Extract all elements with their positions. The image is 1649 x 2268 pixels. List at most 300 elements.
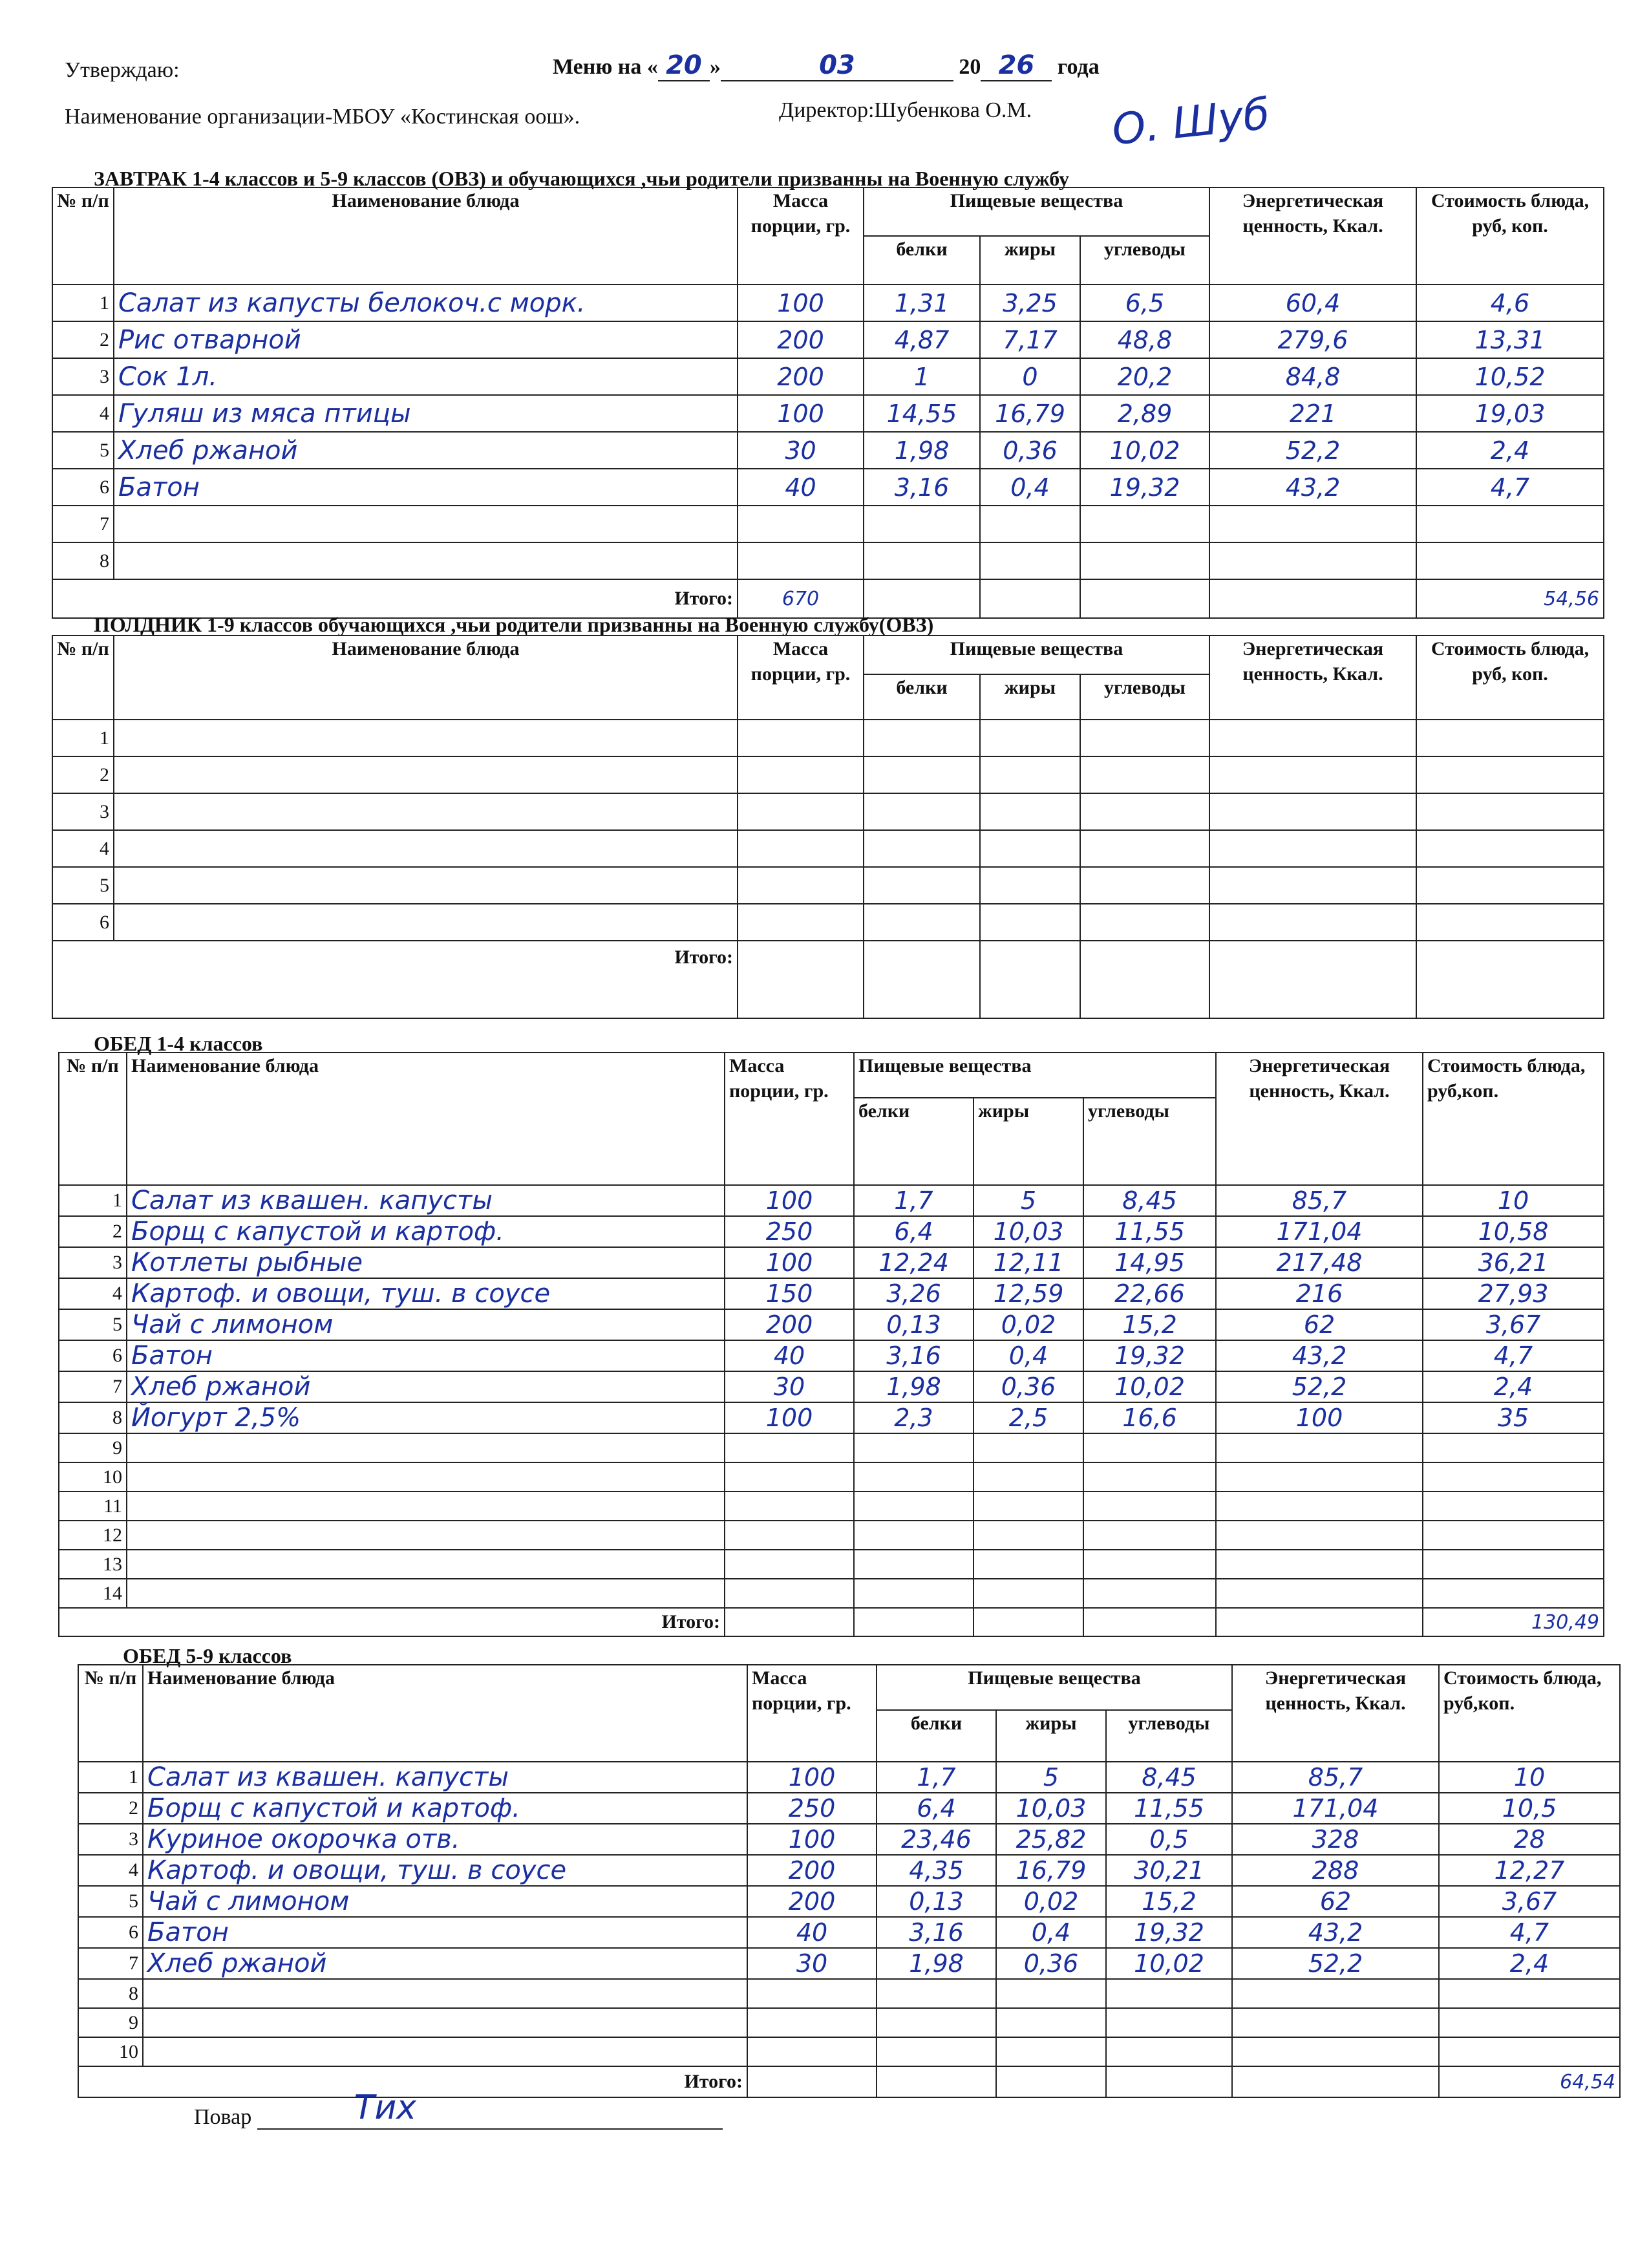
energy (1209, 904, 1416, 941)
protein: 1,98 (877, 1948, 996, 1979)
energy (1209, 506, 1416, 542)
row-no: 10 (78, 2037, 143, 2066)
fat: 0,4 (996, 1917, 1106, 1948)
protein (864, 720, 980, 756)
col-carbs: углеводы (1106, 1710, 1232, 1762)
table-row (78, 2037, 1620, 2066)
carbs (1083, 1550, 1216, 1579)
dish-name: Салат из капусты белокоч.с морк. (114, 284, 738, 321)
energy: 60,4 (1209, 284, 1416, 321)
organization-name: Наименование организации-МБОУ «Костинская оош». (65, 105, 580, 129)
carbs: 19,32 (1080, 469, 1209, 506)
carbs: 6,5 (1080, 284, 1209, 321)
cost: 10,52 (1416, 358, 1604, 395)
fat: 0,02 (973, 1309, 1083, 1340)
mass: 40 (747, 1917, 877, 1948)
row-no: 7 (59, 1371, 127, 1402)
row-no: 9 (78, 2008, 143, 2037)
fat (980, 904, 1080, 941)
menu-label: Меню на « (553, 55, 658, 79)
energy: 100 (1216, 1402, 1423, 1433)
row-no: 2 (78, 1793, 143, 1824)
dish-name: Хлеб ржаной (114, 432, 738, 469)
dish-name (143, 1979, 747, 2008)
mass (738, 506, 864, 542)
col-energy: Энергетическая ценность, Ккал. (1209, 187, 1416, 284)
energy: 52,2 (1232, 1948, 1439, 1979)
total-mass (725, 1608, 854, 1636)
cook-signature: Тих (354, 2088, 417, 2127)
carbs: 0,5 (1106, 1824, 1232, 1855)
menu-month: 03 (721, 50, 953, 81)
protein (864, 793, 980, 830)
mass (738, 720, 864, 756)
carbs: 10,02 (1083, 1371, 1216, 1402)
row-no: 8 (78, 1979, 143, 2008)
dish-name (114, 542, 738, 579)
table-row (59, 1462, 1604, 1492)
carbs: 16,6 (1083, 1402, 1216, 1433)
fat: 16,79 (980, 395, 1080, 432)
row-no: 7 (52, 506, 114, 542)
row-no: 5 (59, 1309, 127, 1340)
mass: 30 (738, 432, 864, 469)
carbs (1080, 506, 1209, 542)
row-no: 8 (59, 1402, 127, 1433)
col-cost: Стоимость блюда, руб,коп. (1439, 1665, 1620, 1762)
row-no: 1 (52, 720, 114, 756)
col-cost: Стоимость блюда, руб, коп. (1416, 636, 1604, 720)
table-row (52, 867, 1604, 904)
table-row (59, 1579, 1604, 1608)
fat (980, 506, 1080, 542)
mass (738, 793, 864, 830)
protein (864, 542, 980, 579)
fat (973, 1492, 1083, 1521)
fat: 0 (980, 358, 1080, 395)
cost (1423, 1579, 1604, 1608)
carbs (1083, 1521, 1216, 1550)
carbs: 8,45 (1106, 1762, 1232, 1793)
col-protein: белки (864, 236, 980, 284)
energy: 62 (1216, 1309, 1423, 1340)
table-row (78, 1793, 1620, 1824)
protein: 14,55 (864, 395, 980, 432)
total-mass: 670 (738, 579, 864, 618)
energy (1216, 1521, 1423, 1550)
dish-name: Хлеб ржаной (127, 1371, 725, 1402)
cost: 3,67 (1439, 1886, 1620, 1917)
fat: 16,79 (996, 1855, 1106, 1886)
row-no: 1 (52, 284, 114, 321)
fat: 0,36 (980, 432, 1080, 469)
fat: 0,36 (973, 1371, 1083, 1402)
table-row (59, 1521, 1604, 1550)
dish-name: Чай с лимоном (143, 1886, 747, 1917)
protein: 1,7 (877, 1762, 996, 1793)
energy: 43,2 (1209, 469, 1416, 506)
protein: 6,4 (877, 1793, 996, 1824)
mass (738, 756, 864, 793)
col-nutrients: Пищевые вещества (864, 636, 1209, 674)
table-row (78, 1762, 1620, 1793)
menu-day: 20 (658, 50, 710, 81)
total-cost: 54,56 (1416, 579, 1604, 618)
col-mass: Масса порции, гр. (738, 636, 864, 720)
dish-name (114, 506, 738, 542)
col-nutrients: Пищевые вещества (877, 1665, 1232, 1710)
energy: 328 (1232, 1824, 1439, 1855)
date-separator: » (709, 55, 721, 79)
protein: 1 (864, 358, 980, 395)
cost: 10 (1423, 1185, 1604, 1216)
row-no: 6 (59, 1340, 127, 1371)
protein (864, 904, 980, 941)
fat (980, 830, 1080, 867)
carbs (1080, 756, 1209, 793)
mass: 40 (738, 469, 864, 506)
col-no: № п/п (78, 1665, 143, 1762)
carbs (1080, 542, 1209, 579)
row-no: 6 (78, 1917, 143, 1948)
total-cost: 130,49 (1423, 1608, 1604, 1636)
dish-name: Батон (114, 469, 738, 506)
col-mass: Масса порции, гр. (747, 1665, 877, 1762)
carbs: 10,02 (1106, 1948, 1232, 1979)
snack-title: ПОЛДНИК 1-9 классов обучающихся ,чьи родители призванны на Военную службу(ОВЗ) (94, 613, 934, 636)
carbs: 8,45 (1083, 1185, 1216, 1216)
col-protein: белки (864, 674, 980, 720)
dish-name (127, 1462, 725, 1492)
energy: 85,7 (1216, 1185, 1423, 1216)
fat (980, 720, 1080, 756)
col-fat: жиры (973, 1098, 1083, 1185)
row-no: 10 (59, 1462, 127, 1492)
carbs (1106, 2037, 1232, 2066)
cost (1416, 793, 1604, 830)
fat (973, 1550, 1083, 1579)
fat: 3,25 (980, 284, 1080, 321)
cost: 4,7 (1416, 469, 1604, 506)
mass: 250 (747, 1793, 877, 1824)
cost (1416, 904, 1604, 941)
fat (980, 793, 1080, 830)
energy (1209, 867, 1416, 904)
protein: 6,4 (854, 1216, 973, 1247)
protein: 3,16 (877, 1917, 996, 1948)
energy: 171,04 (1232, 1793, 1439, 1824)
dish-name: Гуляш из мяса птицы (114, 395, 738, 432)
table-row (52, 756, 1604, 793)
year-prefix: 20 (959, 55, 981, 79)
table-row (52, 830, 1604, 867)
mass: 150 (725, 1278, 854, 1309)
energy: 62 (1232, 1886, 1439, 1917)
fat: 10,03 (973, 1216, 1083, 1247)
carbs: 48,8 (1080, 321, 1209, 358)
dish-name: Котлеты рыбные (127, 1247, 725, 1278)
cost (1416, 542, 1604, 579)
carbs (1083, 1492, 1216, 1521)
fat: 0,4 (973, 1340, 1083, 1371)
protein: 0,13 (877, 1886, 996, 1917)
mass: 200 (725, 1309, 854, 1340)
cook-label: Повар (194, 2105, 252, 2129)
row-no: 4 (52, 395, 114, 432)
dish-name (114, 867, 738, 904)
approve-label: Утверждаю: (65, 58, 180, 82)
carbs (1080, 720, 1209, 756)
fat: 12,59 (973, 1278, 1083, 1309)
director-signature: О. Шуб (1109, 89, 1272, 155)
cost: 2,4 (1423, 1371, 1604, 1402)
row-no: 5 (52, 867, 114, 904)
table-row (52, 506, 1604, 542)
energy (1232, 2037, 1439, 2066)
protein (854, 1579, 973, 1608)
protein: 1,31 (864, 284, 980, 321)
dish-name (127, 1433, 725, 1462)
row-no: 2 (52, 756, 114, 793)
protein: 3,26 (854, 1278, 973, 1309)
lunch14-title: ОБЕД 1-4 классов (94, 1032, 263, 1055)
protein (854, 1550, 973, 1579)
col-cost: Стоимость блюда, руб,коп. (1423, 1053, 1604, 1185)
fat: 2,5 (973, 1402, 1083, 1433)
mass: 200 (738, 358, 864, 395)
total-label: Итого: (78, 2066, 747, 2097)
carbs (1106, 2008, 1232, 2037)
mass: 100 (725, 1402, 854, 1433)
cost: 12,27 (1439, 1855, 1620, 1886)
energy: 43,2 (1232, 1917, 1439, 1948)
energy: 171,04 (1216, 1216, 1423, 1247)
mass: 100 (738, 284, 864, 321)
dish-name: Батон (127, 1340, 725, 1371)
protein: 1,98 (864, 432, 980, 469)
mass: 30 (725, 1371, 854, 1402)
cost: 10,5 (1439, 1793, 1620, 1824)
row-no: 9 (59, 1433, 127, 1462)
protein (864, 506, 980, 542)
total-cost: 64,54 (1439, 2066, 1620, 2097)
cost: 28 (1439, 1824, 1620, 1855)
col-nutrients: Пищевые вещества (864, 187, 1209, 236)
protein (864, 867, 980, 904)
protein: 4,35 (877, 1855, 996, 1886)
row-no: 3 (59, 1247, 127, 1278)
dish-name (114, 720, 738, 756)
col-fat: жиры (996, 1710, 1106, 1762)
total-label: Итого: (52, 941, 738, 1018)
col-no: № п/п (52, 187, 114, 284)
protein: 12,24 (854, 1247, 973, 1278)
fat: 25,82 (996, 1824, 1106, 1855)
table-row (59, 1402, 1604, 1433)
table-row (52, 321, 1604, 358)
cost (1423, 1521, 1604, 1550)
protein: 3,16 (864, 469, 980, 506)
col-mass: Масса порции, гр. (738, 187, 864, 284)
mass (747, 1979, 877, 2008)
row-no: 11 (59, 1492, 127, 1521)
protein (864, 830, 980, 867)
table-row (78, 1979, 1620, 2008)
fat: 0,02 (996, 1886, 1106, 1917)
col-fat: жиры (980, 236, 1080, 284)
carbs (1080, 830, 1209, 867)
table-row (52, 284, 1604, 321)
col-name: Наименование блюда (143, 1665, 747, 1762)
cost (1439, 2008, 1620, 2037)
fat (996, 2008, 1106, 2037)
table-row (78, 1948, 1620, 1979)
col-energy: Энергетическая ценность, Ккал. (1209, 636, 1416, 720)
protein (854, 1521, 973, 1550)
menu-year: 26 (981, 50, 1052, 81)
dish-name (127, 1492, 725, 1521)
carbs: 11,55 (1106, 1793, 1232, 1824)
table-row (78, 1886, 1620, 1917)
energy (1209, 720, 1416, 756)
energy (1209, 542, 1416, 579)
energy (1216, 1492, 1423, 1521)
dish-name: Хлеб ржаной (143, 1948, 747, 1979)
fat (980, 867, 1080, 904)
cook-line (194, 2088, 723, 2130)
mass: 100 (738, 395, 864, 432)
mass (725, 1521, 854, 1550)
cost: 27,93 (1423, 1278, 1604, 1309)
fat (973, 1579, 1083, 1608)
energy: 221 (1209, 395, 1416, 432)
table-row (78, 1824, 1620, 1855)
fat (973, 1462, 1083, 1492)
mass (738, 830, 864, 867)
protein (854, 1462, 973, 1492)
mass (747, 2008, 877, 2037)
breakfast-title: ЗАВТРАК 1-4 классов и 5-9 классов (ОВЗ) и обучающихся ,чьи родители призванны на Военную службу (94, 167, 1070, 190)
col-energy: Энергетическая ценность, Ккал. (1216, 1053, 1423, 1185)
cost: 35 (1423, 1402, 1604, 1433)
col-nutrients: Пищевые вещества (854, 1053, 1216, 1098)
carbs: 2,89 (1080, 395, 1209, 432)
fat: 7,17 (980, 321, 1080, 358)
energy (1216, 1433, 1423, 1462)
mass (725, 1579, 854, 1608)
cost: 3,67 (1423, 1309, 1604, 1340)
cost (1416, 720, 1604, 756)
cost: 4,6 (1416, 284, 1604, 321)
mass: 200 (747, 1855, 877, 1886)
energy: 288 (1232, 1855, 1439, 1886)
col-name: Наименование блюда (114, 187, 738, 284)
carbs: 15,2 (1106, 1886, 1232, 1917)
fat: 10,03 (996, 1793, 1106, 1824)
protein: 23,46 (877, 1824, 996, 1855)
row-no: 3 (52, 358, 114, 395)
cost: 2,4 (1416, 432, 1604, 469)
energy: 52,2 (1216, 1371, 1423, 1402)
energy (1216, 1462, 1423, 1492)
table-row (52, 358, 1604, 395)
table-row (52, 469, 1604, 506)
table-row (59, 1216, 1604, 1247)
row-no: 4 (52, 830, 114, 867)
protein: 3,16 (854, 1340, 973, 1371)
dish-name: Салат из квашен. капусты (143, 1762, 747, 1793)
fat (996, 1979, 1106, 2008)
table-row (59, 1309, 1604, 1340)
table-row (59, 1247, 1604, 1278)
table-row (52, 793, 1604, 830)
energy: 84,8 (1209, 358, 1416, 395)
carbs: 19,32 (1083, 1340, 1216, 1371)
row-no: 5 (52, 432, 114, 469)
mass: 100 (725, 1247, 854, 1278)
table-row (78, 1917, 1620, 1948)
carbs: 15,2 (1083, 1309, 1216, 1340)
fat (980, 756, 1080, 793)
table-row (78, 2008, 1620, 2037)
cost (1423, 1492, 1604, 1521)
fat: 5 (973, 1185, 1083, 1216)
mass: 100 (725, 1185, 854, 1216)
carbs: 19,32 (1106, 1917, 1232, 1948)
protein: 0,13 (854, 1309, 973, 1340)
lunch59-table (78, 1664, 1621, 2098)
row-no: 3 (78, 1824, 143, 1855)
mass: 200 (747, 1886, 877, 1917)
dish-name: Чай с лимоном (127, 1309, 725, 1340)
col-protein: белки (854, 1098, 973, 1185)
col-carbs: углеводы (1083, 1098, 1216, 1185)
mass: 100 (747, 1824, 877, 1855)
row-no: 2 (59, 1216, 127, 1247)
fat (973, 1433, 1083, 1462)
carbs: 30,21 (1106, 1855, 1232, 1886)
row-no: 7 (78, 1948, 143, 1979)
energy (1216, 1579, 1423, 1608)
mass (738, 542, 864, 579)
dish-name: Куриное окорочка отв. (143, 1824, 747, 1855)
fat (996, 2037, 1106, 2066)
total-cost (1416, 941, 1604, 1018)
carbs (1080, 867, 1209, 904)
col-carbs: углеводы (1080, 674, 1209, 720)
mass (725, 1433, 854, 1462)
energy: 85,7 (1232, 1762, 1439, 1793)
fat (973, 1521, 1083, 1550)
energy (1209, 793, 1416, 830)
total-label: Итого: (52, 579, 738, 618)
breakfast-table (52, 187, 1604, 619)
table-row (59, 1278, 1604, 1309)
lunch14-table (58, 1052, 1604, 1637)
energy (1232, 1979, 1439, 2008)
mass: 100 (747, 1762, 877, 1793)
row-no: 6 (52, 469, 114, 506)
total-mass (738, 941, 864, 1018)
total-label: Итого: (59, 1608, 725, 1636)
mass (738, 867, 864, 904)
energy: 279,6 (1209, 321, 1416, 358)
col-protein: белки (877, 1710, 996, 1762)
cost (1423, 1462, 1604, 1492)
carbs (1083, 1579, 1216, 1608)
dish-name: Салат из квашен. капусты (127, 1185, 725, 1216)
cost (1439, 1979, 1620, 2008)
